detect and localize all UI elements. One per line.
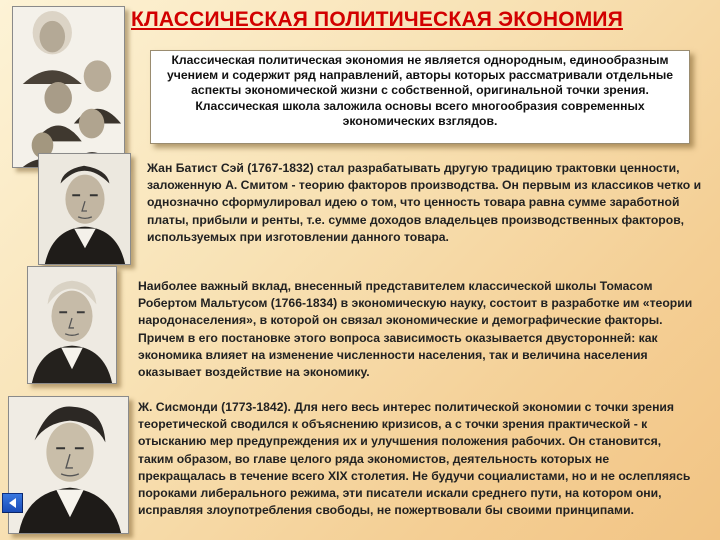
malthus-portrait bbox=[27, 266, 117, 384]
malthus-paragraph: Наиболее важный вклад, внесенный представителем классической школы Томасом Робертом Мальтусом (1766-1834) в экономическую науку, состоит в разработке им «теории народонаселения», в которой он связал экономические и демографические факторы. Причем в его постановке этого вопроса зависимость оказывается двусторонней: как экономика влияет на изменение численности населения, так и величина населения оказывает воздействие на экономику. bbox=[138, 279, 693, 380]
sismondi-paragraph: Ж. Сисмонди (1773-1842). Для него весь интерес политической экономии с точки зрения теоретической сводился к объяснению кризисов, а с точки зрения практической - к отысканию мер предупреждения их и улучшения положения рабочих. Он становится, таким образом, во главе целого ряда экономистов, деятельность которых не прекращалась в течение всего XIX столетия. Не будучи социалистами, но и не ослепляясь пороками либерального режима, эти писатели искали среднего пути, на котором они, исправляя злоупотребления свободы, не пожертвовали бы своими принципами. bbox=[138, 400, 691, 518]
sismondi-portrait bbox=[8, 396, 129, 534]
economists-group-portrait bbox=[12, 6, 125, 168]
say-portrait bbox=[38, 153, 131, 265]
say-paragraph: Жан Батист Сэй (1767-1832) стал разрабатывать другую традицию трактовки ценности, заложенную А. Смитом - теорию факторов производства. Он первым из классиков четко и однозначно сформулировал идею о том, что ценность товара равна сумме заработной платы, прибыли и ренты, т.е. сумме доходов владельцев производственных факторов, используемых при изготовлении данного товара. bbox=[147, 161, 702, 244]
intro-textbox: Классическая политическая экономия не является однородным, единообразным учением и содержит ряд направлений, авторы которых рассматривали отдельные аспекты экономической жизни с собственной, оригинальной точки зрения. Классическая школа заложила основы всего многообразия современных экономических взглядов. bbox=[150, 50, 690, 144]
triangle-left-icon bbox=[7, 497, 19, 509]
previous-slide-button[interactable] bbox=[2, 493, 23, 513]
page-title: КЛАССИЧЕСКАЯ ПОЛИТИЧЕСКАЯ ЭКОНОМИЯ bbox=[130, 8, 624, 31]
